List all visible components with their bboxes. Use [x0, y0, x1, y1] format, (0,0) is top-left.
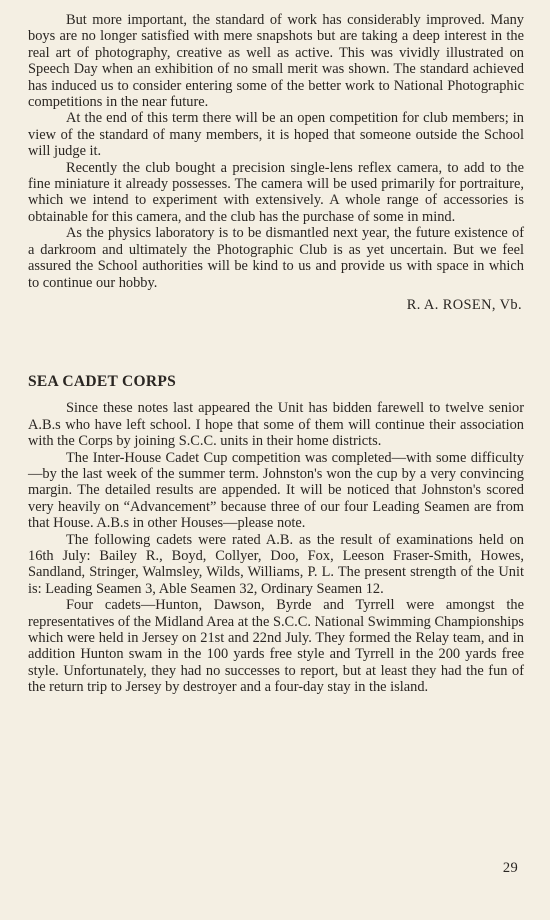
paragraph: As the physics laboratory is to be dismantled next year, the future existence of a darkroom and ultimately the Photographic Club is as yet uncertain. But we feel assured the School authorities will be kind to us and provide us with space in which to continue our hobby. [28, 225, 524, 291]
section-heading: SEA CADET CORPS [28, 373, 177, 391]
paragraph: The Inter-House Cadet Cup competition was completed—with some difficulty—by the last week of the summer term. Johnston's won the cup by a very convincing margin. The detailed results are appended. It will be noticed that Johnston's scored very heavily on “Advancement” because three of our four Leading Seamen are from that House. A.B.s in other Houses—please note. [28, 449, 524, 532]
paragraph: The following cadets were rated A.B. as the result of examinations held on 16th July: Bailey R., Boyd, Collyer, Doo, Fox, Leeson Fraser-Smith, Howes, Sandland, Stringer, Walmsley, Wilds, Williams, P. L. The present strength of the Unit is: Leading Seamen 3, Able Seamen 32, Ordinary Seamen 12. [28, 531, 524, 597]
sea-cadet-corps-section [28, 373, 524, 695]
paragraph: Recently the club bought a precision single-lens reflex camera, to add to the fine miniature it already possesses. The camera will be used primarily for portraiture, which we intend to experiment with extensively. A whole range of accessories is obtainable for this camera, and the club has the purchase of some in mind. [28, 159, 524, 225]
paragraph: Since these notes last appeared the Unit has bidden farewell to twelve senior A.B.s who have left school. I hope that some of them will continue their association with the Corps by joining S.C.C. units in their home districts. [28, 400, 524, 450]
paragraph: But more important, the standard of work has considerably improved. Many boys are no longer satisfied with mere snapshots but are taking a deep interest in the real art of photography, creative as well as active. This was vividly illustrated on Speech Day when an exhibition of no small merit was shown. The standard achieved has induced us to consider entering some of the better work to National Photographic competitions in the near future. [28, 12, 524, 111]
page-content [28, 12, 524, 696]
page-number: 29 [502, 860, 518, 876]
paragraph: Four cadets—Hunton, Dawson, Byrde and Tyrrell were amongst the representatives of the Midland Area at the S.C.C. National Swimming Championships which were held in Jersey on 21st and 22nd July. They formed the Relay team, and in addition Hunton swam in the 100 yards free style and Tyrrell in the 200 yards free style. Unfortunately, they had no successes to report, but at least they had the fun of the return trip to Jersey by destroyer and a four-day stay in the island. [28, 597, 525, 696]
photographic-club-section [28, 12, 524, 313]
author-signature: R. A. ROSEN, Vb. [406, 296, 522, 313]
paragraph: At the end of this term there will be an open competition for club members; in view of the standard of many members, it is hoped that someone outside the School will judge it. [28, 110, 524, 160]
